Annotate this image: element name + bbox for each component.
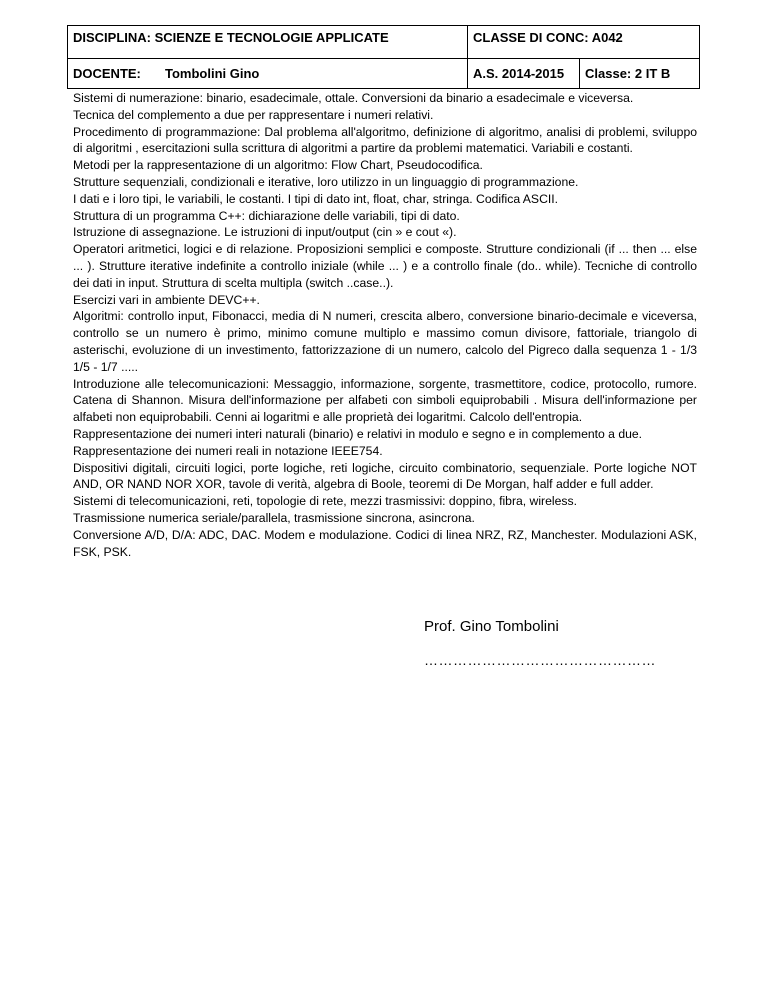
paragraph: Struttura di un programma C++: dichiarazione delle variabili, tipi di dato. [73,208,460,223]
paragraph: Rappresentazione dei numeri reali in notazione IEEE754. [73,443,383,458]
paragraph: Rappresentazione dei numeri interi naturali (binario) e relativi in modulo e segno e in complemento a due. [73,426,643,441]
paragraph: Operatori aritmetici, logici e di relazione. Proposizioni semplici e composte. Strutture condizionali (if ... then ... else ... ). Strutture iterative indefinite a controllo iniziale (while ... ) e a controllo finale (do.. while). Tecniche di controllo dei dati in input. Struttura di scelta multipla (switch ..case..). [73,242,697,290]
classe-conc-cell: CLASSE DI CONC: A042 [468,26,700,59]
paragraph: Sistemi di numerazione: binario, esadecimale, ottale. Conversioni da binario a esadecimale e viceversa. [73,91,634,105]
signature-name: Prof. Gino Tombolini [424,618,559,635]
docente-name: Tombolini Gino [165,66,260,81]
program-content [73,90,697,560]
paragraph: Introduzione alle telecomunicazioni: Messaggio, informazione, sorgente, trasmettitore, codice, protocollo, rumore. Catena di Shannon. Misura dell'informazione per alfabeti con simboli equiprobabili . Misura dell'informazione per alfabeti non equiprobabili. Cenni ai logaritmi e alle proprietà dei logaritmi. Calcolo dell'entropia. [73,376,697,425]
paragraph: Istruzione di assegnazione. Le istruzioni di input/output (cin » e cout «). [73,225,457,240]
signature-line: ………………………………………… [424,652,656,668]
header-table [67,25,700,89]
paragraph: Algoritmi: controllo input, Fibonacci, media di N numeri, crescita albero, conversione binario-decimale e viceversa, controllo se un numero è primo, minimo comune multiplo e massimo comun divisore, fattoriale, triangolo di asterischi, evoluzione di un investimento, fattorizzazione di un numero, calcolo del Pigreco dalla sequenza 1 - 1/3 1/5 - 1/7 ..... [73,309,697,374]
docente-cell [68,59,468,89]
paragraph: Dispositivi digitali, circuiti logici, porte logiche, reti logiche, circuito combinatorio, sequenziale. Porte logiche NOT AND, OR NAND NOR XOR, tavole di verità, algebra di Boole, teoremi di De Morgan, half adder e full adder. [73,460,697,492]
paragraph: Esercizi vari in ambiente DEVC++. [73,292,260,307]
paragraph: I dati e i loro tipi, le variabili, le costanti. I tipi di dato int, float, char, stringa. Codifica ASCII. [73,191,559,206]
paragraph: Trasmissione numerica seriale/parallela, trasmissione sincrona, asincrona. [73,510,475,525]
docente-label: DOCENTE: [73,66,141,81]
disciplina-cell: DISCIPLINA: SCIENZE E TECNOLOGIE APPLICATE [68,26,468,59]
anno-cell: A.S. 2014-2015 [468,59,580,89]
paragraph: Conversione A/D, D/A: ADC, DAC. Modem e modulazione. Codici di linea NRZ, RZ, Manchester. Modulazioni ASK, FSK, PSK. [73,527,697,559]
paragraph: Sistemi di telecomunicazioni, reti, topologie di rete, mezzi trasmissivi: doppino, fibra, wireless. [73,494,577,509]
classe-cell: Classe: 2 IT B [580,59,700,89]
paragraph: Metodi per la rappresentazione di un algoritmo: Flow Chart, Pseudocodifica. [73,158,483,173]
paragraph: Strutture sequenziali, condizionali e iterative, loro utilizzo in un linguaggio di programmazione. [73,174,579,189]
paragraph: Procedimento di programmazione: Dal problema all'algoritmo, definizione di algoritmo, analisi di problemi, sviluppo di algoritmi , esercitazioni sulla scrittura di algoritmi a partire da problemi matematici. Variabili e costanti. [73,124,697,156]
header-row-2 [68,59,700,89]
paragraph: Tecnica del complemento a due per rappresentare i numeri relativi. [73,107,434,122]
header-row-1 [68,26,700,59]
